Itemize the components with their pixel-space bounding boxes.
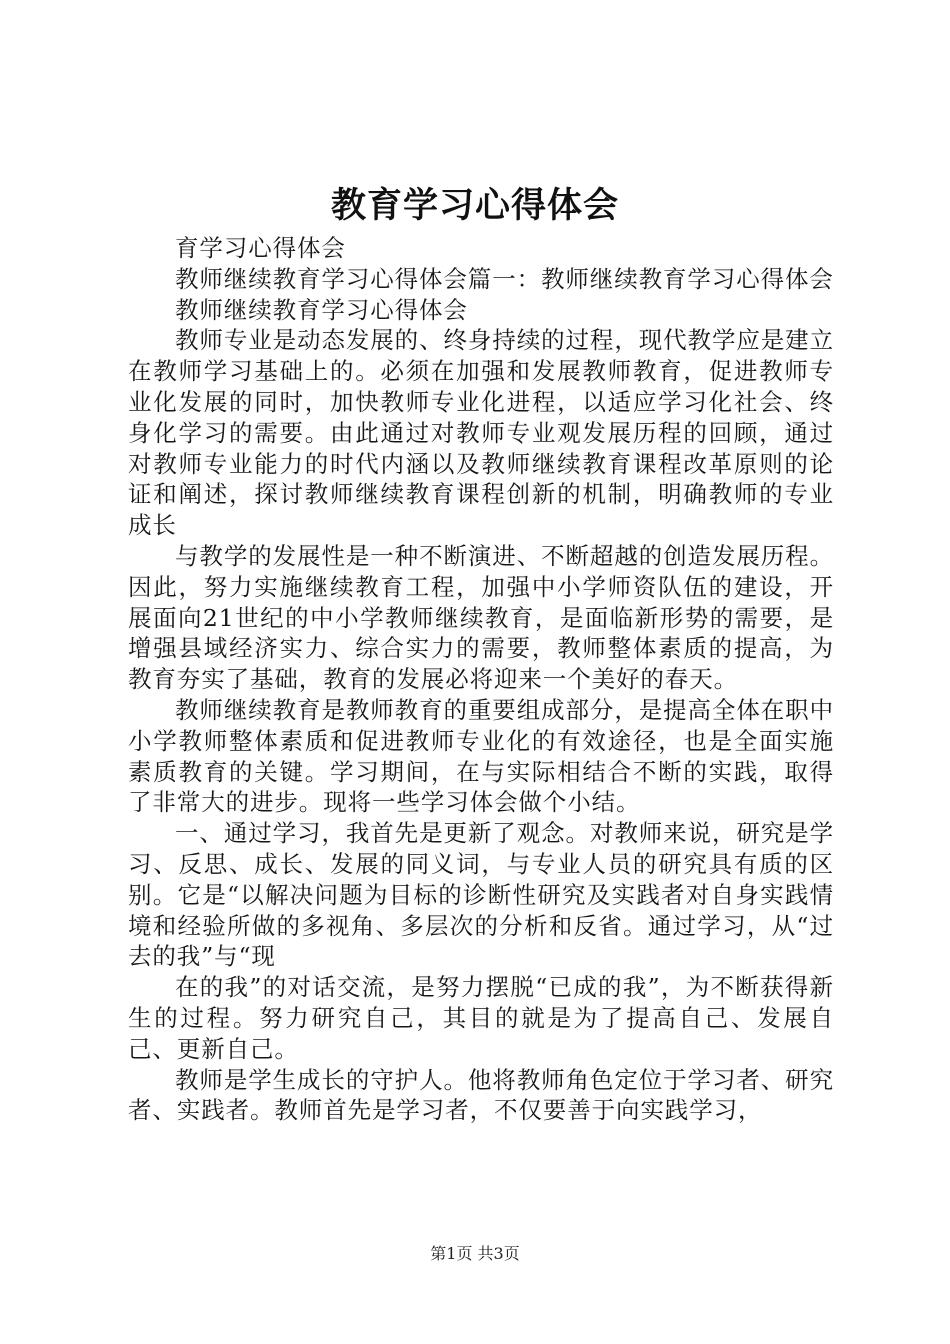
paragraph: 教师继续教育学习心得体会 [175,295,468,324]
paragraph: 教师继续教育学习心得体会篇一：教师继续教育学习心得体会 [175,264,834,293]
paragraph: 教师是学生成长的守护人。他将教师角色定位于学习者、研究者、实践者。教师首先是学习者，不仅要善于向实践学习， [128,1065,834,1125]
paragraph: 在的我”的对话交流，是努力摆脱“已成的我”，为不断获得新生的过程。努力研究自己，其目的就是为了提高自己、发展自己、更新自己。 [128,973,834,1063]
document-title: 教育学习心得体会 [330,185,619,226]
paragraph: 与教学的发展性是一种不断演进、不断超越的创造发展历程。因此，努力实施继续教育工程，加强中小学师资队伍的建设，开展面向21世纪的中小学教师继续教育，是面临新形势的需要，是增强县域经济实力、综合实力的需要，教师整体素质的提高，为教育夯实了基础，教育的发展必将迎来一个美好的春天。 [128,541,834,694]
paragraph: 教师继续教育是教师教育的重要组成部分，是提高全体在职中小学教师整体素质和促进教师专业化的有效途径，也是全面实施素质教育的关键。学习期间，在与实际相结合不断的实践，取得了非常大的进步。现将一些学习体会做个小结。 [128,695,834,817]
paragraph: 育学习心得体会 [175,234,346,262]
page-footer: 第1页 共3页 [430,1244,520,1263]
document-body [128,233,834,1126]
paragraph: 教师专业是动态发展的、终身持续的过程，现代教学应是建立在教师学习基础上的。必须在加强和发展教师教育，促进教师专业化发展的同时，加快教师专业化进程，以适应学习化社会、终身化学习的需要。由此通过对教师专业观发展历程的回顾，通过对教师专业能力的时代内涵以及教师继续教育课程改革原则的论证和阐述，探讨教师继续教育课程创新的机制，明确教师的专业成长 [128,326,834,540]
paragraph: 一、通过学习，我首先是更新了观念。对教师来说，研究是学习、反思、成长、发展的同义词，与专业人员的研究具有质的区别。它是“以解决问题为目标的诊断性研究及实践者对自身实践情境和经验所做的多视角、多层次的分析和反省。通过学习，从“过去的我”与“现 [128,819,834,971]
